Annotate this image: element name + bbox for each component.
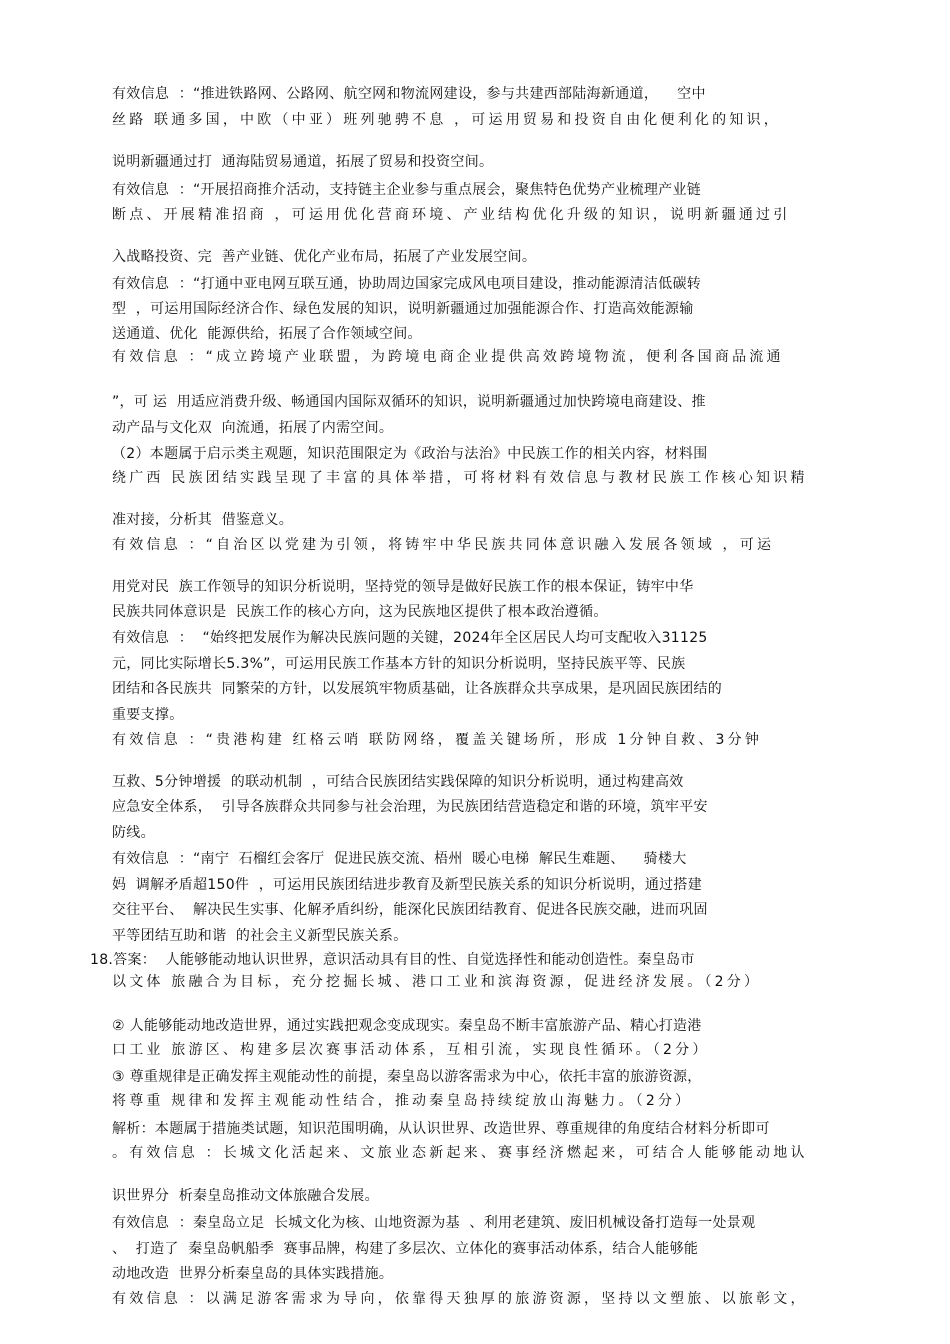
text-line: ”，可 运 用适应消费升级、畅通国内国际双循环的知识，说明新疆通过加快跨境电商建设、推 — [112, 394, 706, 410]
text-line: 有效信息 ：“贵港构建 红格云哨 联防网络，覆盖关键场所，形成 1分钟自救、3分钟 — [112, 732, 763, 748]
text-line: 有效信息 ：“打通中亚电网互联互通，协助周边国家完成风电项目建设，推动能源清洁低碳转 — [112, 276, 702, 292]
text-line: 有效信息 ：“开展招商推介活动，支持链主企业参与重点展会，聚焦特色优势产业梳理产业链 — [112, 182, 702, 198]
text-line: 以文体 旅融合为目标，充分挖掘长城、港口工业和滨海资源，促进经济发展。（2分） — [112, 974, 762, 990]
text-line: 绕广西 民族团结实践呈现了丰富的具体举措，可将材料有效信息与教材民族工作核心知识精 — [112, 470, 808, 486]
text-line: 应急安全体系， 引导各族群众共同参与社会治理，为民族团结营造稳定和谐的环境，筑牢平安 — [112, 799, 708, 815]
text-line: 准对接，分析其 借鉴意义。 — [112, 512, 294, 528]
text-line: 。有效信息 ：长城文化活起来、文旅业态新起来、赛事经济燃起来，可结合人能够能动地认 — [112, 1145, 808, 1161]
text-line: 有效信息 ：“成立跨境产业联盟，为跨境电商企业提供高效跨境物流，便利各国商品流通 — [112, 349, 784, 365]
answer-18-line: 18.答案： 人能够能动地认识世界，意识活动具有目的性、自觉选择性和能动创造性。秦皇岛市 — [90, 952, 695, 968]
text-line: 将尊重 规律和发挥主观能动性结合，推动秦皇岛持续绽放山海魅力。（2分） — [112, 1093, 693, 1109]
text-line: ③ 尊重规律是正确发挥主观能动性的前提，秦皇岛以游客需求为中心，依托丰富的旅游资源， — [112, 1069, 702, 1085]
text-line: 有效信息 ：“南宁 石榴红会客厅 促进民族交流、梧州 暖心电梯 解民生难题、 骑楼大 — [112, 851, 687, 867]
text-line: 民族共同体意识是 民族工作的核心方向，这为民族地区提供了根本政治遵循。 — [112, 604, 608, 620]
text-line: 防线。 — [112, 825, 155, 841]
text-line: 用党对民 族工作领导的知识分析说明，坚持党的领导是做好民族工作的根本保证，铸牢中华 — [112, 579, 694, 595]
text-line: 有效信息 ： “始终把发展作为解决民族问题的关键，2024年全区居民人均可支配收入31125 — [112, 630, 708, 646]
text-line: 有效信息 ：“推进铁路网、公路网、航空网和物流网建设，参与共建西部陆海新通道， 空中 — [112, 86, 706, 102]
text-line: 断点、开展精准招商 ，可运用优化营商环境、产业结构优化升级的知识，说明新疆通过引 — [112, 207, 791, 223]
text-line: 有效信息 ：“自治区以党建为引领，将铸牢中华民族共同体意识融入发展各领域 ，可运 — [112, 537, 775, 553]
text-line: 口工业 旅游区、构建多层次赛事活动体系，互相引流，实现良性循环。（2分） — [112, 1042, 710, 1058]
text-line: 有效信息 ：秦皇岛立足 长城文化为核、山地资源为基 、利用老建筑、废旧机械设备打造每一处景观 — [112, 1215, 756, 1231]
text-line: 妈 调解矛盾超150件 ，可运用民族团结进步教育及新型民族关系的知识分析说明，通过搭建 — [112, 877, 703, 893]
text-line: 型 ，可运用国际经济合作、绿色发展的知识，说明新疆通过加强能源合作、打造高效能源输 — [112, 301, 694, 317]
text-line: 说明新疆通过打 通海陆贸易通道，拓展了贸易和投资空间。 — [112, 154, 494, 170]
text-line: 入战略投资、完 善产业链、优化产业布局，拓展了产业发展空间。 — [112, 249, 537, 265]
text-line: 有效信息 ：以满足游客需求为导向，依靠得天独厚的旅游资源，坚持以文塑旅、以旅彰文， — [112, 1291, 808, 1307]
text-line: 元，同比实际增长5.3%”，可运用民族工作基本方针的知识分析说明，坚持民族平等、民族 — [112, 656, 686, 672]
text-line: 、 打造了 秦皇岛帆船季 赛事品牌，构建了多层次、立体化的赛事活动体系，结合人能够能 — [112, 1241, 699, 1257]
analysis-line: 解析：本题属于措施类试题，知识范围明确，从认识世界、改造世界、尊重规律的角度结合材料分析即可 — [112, 1121, 770, 1137]
text-line: 送通道、优化 能源供给，拓展了合作领域空间。 — [112, 326, 422, 342]
text-line: 平等团结互助和谐 的社会主义新型民族关系。 — [112, 928, 408, 944]
text-line: 团结和各民族共 同繁荣的方针，以发展筑牢物质基础，让各族群众共享成果，是巩固民族团结的 — [112, 681, 723, 697]
text-line: （2）本题属于启示类主观题，知识范围限定为《政治与法治》中民族工作的相关内容，材料围 — [112, 446, 708, 462]
text-line: 交往平台、 解决民生实事、化解矛盾纠纷，能深化民族团结教育、促进各民族交融，进而巩固 — [112, 902, 708, 918]
text-line: ② 人能够能动地改造世界，通过实践把观念变成现实。秦皇岛不断丰富旅游产品、精心打造港 — [112, 1018, 702, 1034]
text-line: 重要支撑。 — [112, 707, 184, 723]
text-line: 动地改造 世界分析秦皇岛的具体实践措施。 — [112, 1266, 394, 1282]
text-line: 互救、5分钟增援 的联动机制 ，可结合民族团结实践保障的知识分析说明，通过构建高效 — [112, 774, 684, 790]
text-line: 动产品与文化双 向流通，拓展了内需空间。 — [112, 420, 394, 436]
text-line: 识世界分 析秦皇岛推动文体旅融合发展。 — [112, 1188, 379, 1204]
text-line: 丝路 联通多国，中欧（中亚）班列驰骋不息 ，可运用贸易和投资自由化便利化的知识， — [112, 112, 781, 128]
